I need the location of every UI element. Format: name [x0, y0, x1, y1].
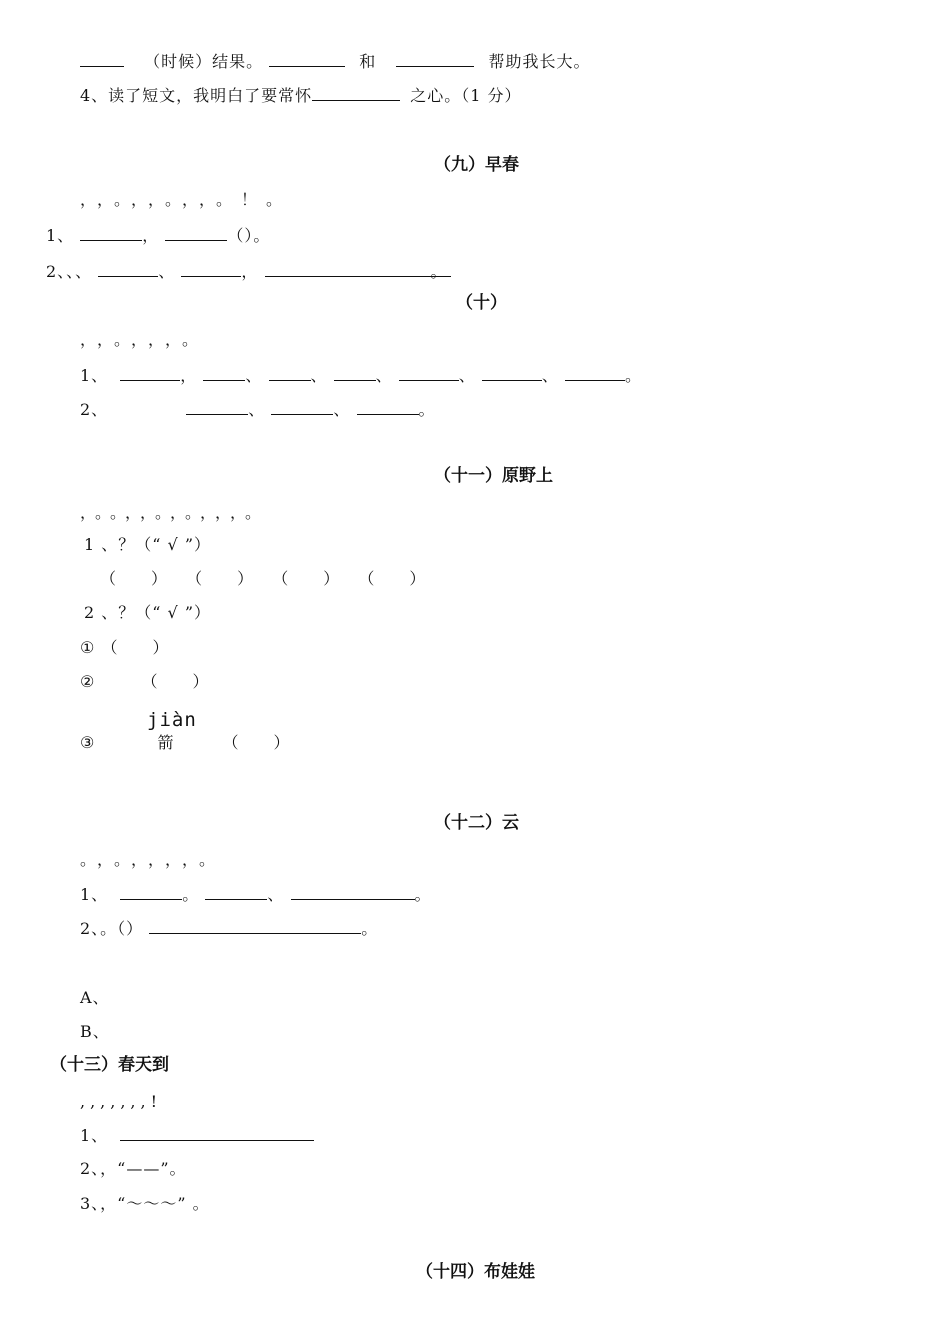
- sec9-passage: ，，。，，。，，。！。: [80, 190, 292, 209]
- answer-paren[interactable]: （ ）: [101, 638, 170, 657]
- sec13-question-3: 3、，“～～～” 。: [80, 1194, 210, 1213]
- question-number: 1、: [80, 885, 109, 904]
- sec12-passage: 。，。，，，，。: [80, 850, 225, 869]
- sec11-question-2: 2 、？（“ √ ”）: [84, 603, 211, 622]
- question-number: 1、: [46, 226, 75, 245]
- answer-blank[interactable]: [149, 919, 361, 934]
- text: 、: [267, 885, 285, 904]
- question-text: 4、读了短文，我明白了要常怀: [80, 86, 313, 105]
- text: 。: [414, 885, 432, 904]
- section-title-12: （十二）云: [434, 813, 519, 833]
- answer-blank[interactable]: [312, 86, 400, 101]
- sec11-question-1-options: [100, 569, 426, 589]
- answer-blank[interactable]: [565, 366, 625, 381]
- sec12-option-b: B、: [80, 1022, 110, 1041]
- question-number: 1、: [80, 366, 109, 385]
- option-marker: ①: [80, 638, 96, 657]
- sec11-question-1: 1 、？（“ √ ”）: [84, 535, 211, 554]
- section-title-9: （九）早春: [434, 155, 519, 175]
- answer-blank[interactable]: [120, 366, 180, 381]
- section-title-14: （十四）布娃娃: [416, 1262, 535, 1282]
- sec10-question-2: [80, 400, 436, 420]
- answer-paren[interactable]: （ ）: [100, 569, 169, 588]
- sec8-line3: [80, 52, 591, 72]
- sec13-question-1: [80, 1126, 314, 1146]
- answer-paren[interactable]: （ ）: [222, 733, 291, 752]
- answer-blank[interactable]: [357, 400, 419, 415]
- section-title-10: （十）: [456, 293, 507, 313]
- answer-paren[interactable]: （ ）: [186, 569, 255, 588]
- answer-paren[interactable]: （ ）: [358, 569, 427, 588]
- text: 。: [430, 262, 448, 281]
- text: （时候）结果。: [144, 52, 264, 71]
- text: 、: [245, 366, 263, 385]
- sec10-question-1: [80, 366, 642, 386]
- hanzi-character: 箭: [157, 733, 175, 752]
- text: 。: [182, 885, 200, 904]
- answer-blank[interactable]: [165, 226, 227, 241]
- pinyin-annotation: jiàn: [147, 709, 197, 731]
- sec10-passage: ，，。，，，。: [80, 330, 208, 349]
- answer-blank[interactable]: [186, 400, 248, 415]
- option-marker: ③: [80, 733, 96, 752]
- text: 、: [375, 366, 393, 385]
- answer-blank[interactable]: [271, 400, 333, 415]
- answer-blank[interactable]: [269, 52, 345, 67]
- answer-blank[interactable]: [291, 885, 415, 900]
- answer-blank[interactable]: [205, 885, 267, 900]
- answer-blank[interactable]: [203, 366, 245, 381]
- answer-blank[interactable]: [181, 262, 241, 277]
- question-number: 2、: [80, 400, 109, 419]
- answer-blank[interactable]: [265, 262, 451, 281]
- sec12-option-a: A、: [80, 988, 110, 1007]
- sec9-question-1: [46, 226, 270, 246]
- sec11-option-2: [80, 672, 209, 692]
- sec9-question-2: [46, 262, 451, 282]
- sec12-question-1: [80, 885, 432, 905]
- sec12-question-2: [80, 919, 378, 939]
- sec8-question-4: [80, 86, 521, 106]
- text: 、: [248, 400, 266, 419]
- answer-paren[interactable]: （ ）: [272, 569, 341, 588]
- text: 、: [541, 366, 559, 385]
- question-number: 1、: [80, 1126, 109, 1145]
- text: 、: [458, 366, 476, 385]
- sec13-passage: ,,,,,,,!: [80, 1092, 163, 1111]
- text: 和: [359, 52, 377, 71]
- text: 。: [418, 400, 436, 419]
- answer-blank[interactable]: [396, 52, 474, 67]
- text: 。: [624, 366, 642, 385]
- text: ，: [241, 262, 259, 281]
- text: ，: [180, 366, 198, 385]
- answer-paren[interactable]: （ ）: [141, 672, 210, 691]
- answer-blank[interactable]: [482, 366, 542, 381]
- question-text: 之心。（1 分）: [410, 86, 522, 105]
- text: 、: [333, 400, 351, 419]
- answer-blank[interactable]: [120, 1126, 314, 1141]
- text: 帮助我长大。: [488, 52, 591, 71]
- sec13-question-2: 2、，“——”。: [80, 1159, 187, 1178]
- answer-blank[interactable]: [399, 366, 459, 381]
- answer-blank[interactable]: [98, 262, 158, 277]
- text: 、: [310, 366, 328, 385]
- sec11-option-3: [80, 733, 291, 753]
- section-title-11: （十一）原野上: [434, 466, 553, 486]
- sec11-option-1: [80, 638, 169, 658]
- text: ，: [142, 226, 160, 245]
- section-title-13: （十三）春天到: [50, 1055, 169, 1075]
- text: 。: [361, 919, 379, 938]
- question-text: 2、。（）: [80, 919, 144, 938]
- text: 、: [158, 262, 176, 281]
- answer-blank[interactable]: [120, 885, 182, 900]
- answer-blank[interactable]: [80, 226, 142, 241]
- sec11-passage: ，。。，，。，。，，，。: [80, 503, 269, 522]
- text: （）。: [227, 226, 271, 245]
- question-number: 2、、、: [46, 262, 93, 281]
- answer-blank[interactable]: [269, 366, 311, 381]
- answer-blank[interactable]: [80, 52, 124, 67]
- answer-blank[interactable]: [334, 366, 376, 381]
- option-marker: ②: [80, 672, 96, 691]
